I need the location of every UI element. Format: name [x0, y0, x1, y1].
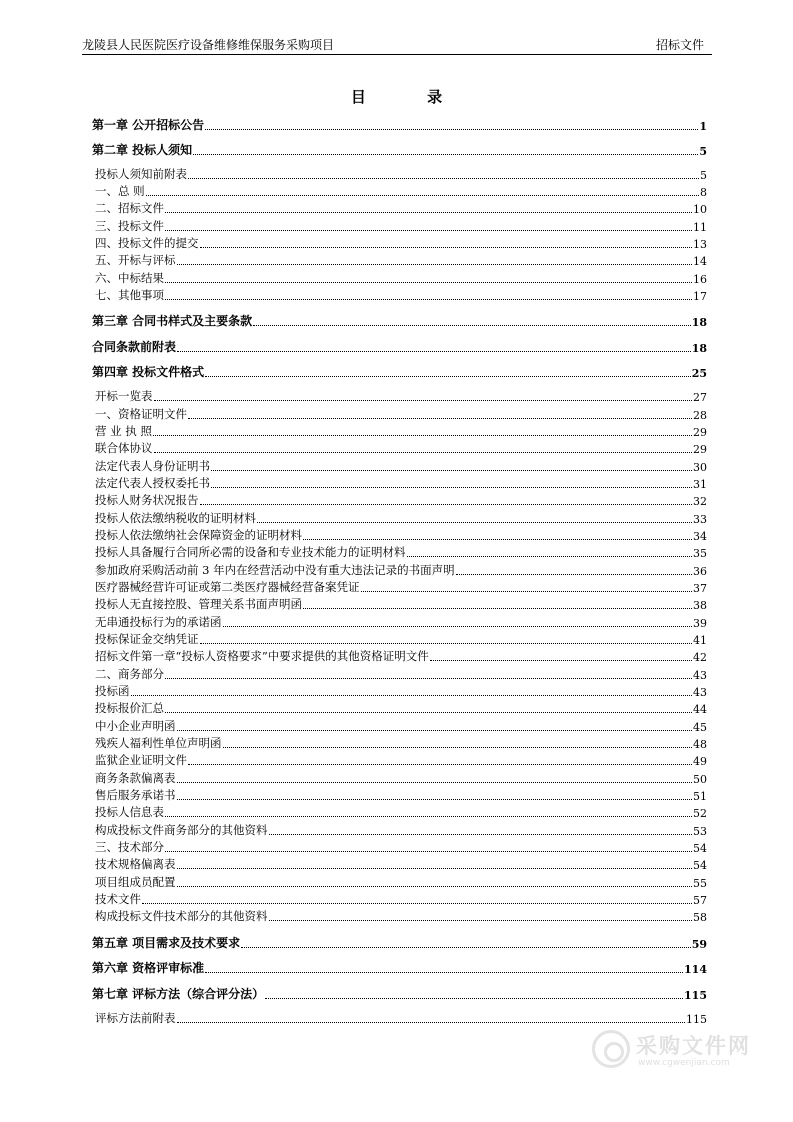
toc-entry-label: 无串通投标行为的承诺函	[95, 615, 222, 629]
toc-dot-leader	[223, 626, 693, 627]
toc-entry-label: 五、开标与评标	[95, 253, 176, 267]
toc-entry-page: 115	[686, 1013, 707, 1026]
toc-dot-leader	[165, 851, 692, 852]
toc-entry-page: 45	[693, 721, 707, 734]
toc-dot-leader	[269, 920, 693, 921]
toc-entry-page: 25	[691, 367, 707, 380]
toc-dot-leader	[211, 470, 692, 471]
toc-entry[interactable]	[95, 822, 707, 838]
toc-entry-label: 第五章 项目需求及技术要求	[92, 936, 241, 950]
toc-entry-page: 58	[693, 911, 707, 924]
toc-entry-page: 11	[693, 221, 707, 234]
toc-entry-page: 32	[693, 495, 707, 508]
toc-entry-label: 医疗器械经营许可证或第二类医疗器械经营备案凭证	[95, 580, 360, 594]
toc-entry-page: 28	[693, 409, 707, 422]
toc-dot-leader	[456, 574, 692, 575]
toc-dot-leader	[153, 435, 692, 436]
toc-entry[interactable]	[95, 252, 707, 268]
toc-entry-page: 48	[693, 738, 707, 751]
toc-entry-page: 115	[684, 989, 707, 1002]
toc-entry-label: 联合体协议	[95, 441, 153, 455]
toc-entry-page: 1	[699, 120, 707, 133]
toc-entry-page: 18	[691, 316, 707, 329]
toc-entry-label: 法定代表人授权委托书	[95, 476, 210, 490]
toc-entry-page: 30	[693, 461, 707, 474]
toc-entry-label: 中小企业声明函	[95, 719, 176, 733]
toc-dot-leader	[200, 247, 693, 248]
toc-entry[interactable]	[95, 908, 707, 924]
toc-entry-page: 10	[693, 203, 707, 216]
toc-dot-leader	[188, 418, 692, 419]
toc-entry[interactable]	[95, 735, 707, 751]
toc-dot-leader	[177, 886, 693, 887]
toc-dot-leader	[407, 556, 693, 557]
toc-entry[interactable]	[95, 804, 707, 820]
toc-entry[interactable]	[95, 752, 707, 768]
toc-entry-label: 六、中标结果	[95, 271, 164, 285]
toc-entry-label: 法定代表人身份证明书	[95, 459, 210, 473]
toc-entry-label: 七、其他事项	[95, 288, 164, 302]
toc-entry[interactable]	[95, 562, 707, 578]
toc-dot-leader	[241, 947, 691, 948]
header-project-name: 龙陵县人民医院医疗设备维修维保服务采购项目	[82, 38, 335, 52]
toc-entry-label: 一、资格证明文件	[95, 407, 187, 421]
toc-entry[interactable]	[95, 183, 707, 199]
toc-dot-leader	[177, 264, 693, 265]
toc-entry-page: 27	[693, 391, 707, 404]
toc-entry[interactable]	[95, 614, 707, 630]
toc-entry[interactable]	[95, 579, 707, 595]
toc-entry-page: 34	[693, 530, 707, 543]
toc-entry[interactable]	[95, 388, 707, 404]
toc-entry-page: 53	[693, 825, 707, 838]
toc-dot-leader	[205, 376, 691, 377]
toc-entry-page: 42	[693, 651, 707, 664]
toc-entry-page: 17	[693, 290, 707, 303]
toc-entry-page: 43	[693, 669, 707, 682]
toc-entry[interactable]	[95, 218, 707, 234]
toc-entry-label: 评标方法前附表	[95, 1011, 176, 1025]
toc-entry[interactable]	[95, 492, 707, 508]
toc-chapter-entry[interactable]	[92, 116, 707, 133]
toc-entry[interactable]	[95, 510, 707, 526]
toc-entry[interactable]	[95, 683, 707, 699]
toc-entry-label: 投标报价汇总	[95, 701, 164, 715]
toc-entry-page: 13	[693, 238, 707, 251]
toc-entry[interactable]	[95, 458, 707, 474]
toc-entry-label: 项目组成员配置	[95, 875, 176, 889]
toc-entry-label: 一、总 则	[95, 184, 145, 198]
toc-chapter-entry[interactable]	[92, 312, 707, 329]
toc-dot-leader	[303, 608, 692, 609]
toc-entry-page: 59	[691, 938, 707, 951]
toc-dot-leader	[177, 782, 693, 783]
toc-entry-page: 41	[693, 634, 707, 647]
toc-entry[interactable]	[95, 406, 707, 422]
toc-chapter-entry[interactable]	[92, 141, 707, 158]
toc-entry-label: 残疾人福利性单位声明函	[95, 736, 222, 750]
toc-dot-leader	[142, 903, 692, 904]
toc-entry[interactable]	[95, 700, 707, 716]
toc-entry-page: 31	[693, 478, 707, 491]
watermark-name: 采购文件网	[636, 1034, 751, 1058]
toc-dot-leader	[177, 868, 693, 869]
toc-dot-leader	[257, 522, 692, 523]
toc-dot-leader	[165, 212, 692, 213]
toc-entry[interactable]	[95, 544, 707, 560]
toc-entry-page: 52	[693, 807, 707, 820]
toc-entry[interactable]	[95, 287, 707, 303]
toc-entry-label: 合同条款前附表	[92, 340, 177, 354]
toc-entry-label: 投标人依法缴纳社会保障资金的证明材料	[95, 528, 302, 542]
toc-entry-label: 第七章 评标方法（综合评分法）	[92, 987, 265, 1001]
toc-entry-page: 39	[693, 617, 707, 630]
toc-dot-leader	[223, 747, 693, 748]
toc-dot-leader	[154, 400, 693, 401]
toc-entry-label: 投标人财务状况报告	[95, 493, 199, 507]
toc-entry-label: 投标人无直接控股、管理关系书面声明函	[95, 597, 302, 611]
toc-dot-leader	[154, 452, 693, 453]
toc-entry-page: 29	[693, 426, 707, 439]
toc-dot-leader	[177, 799, 693, 800]
toc-entry-label: 第一章 公开招标公告	[92, 118, 205, 132]
toc-entry-page: 49	[693, 755, 707, 768]
header-doc-type: 招标文件	[655, 38, 704, 52]
toc-entry-label: 招标文件第一章“投标人资格要求”中要求提供的其他资格证明文件	[95, 649, 429, 663]
toc-entry[interactable]	[95, 475, 707, 491]
toc-entry-label: 三、技术部分	[95, 840, 164, 854]
toc-entry-page: 44	[693, 703, 707, 716]
toc-entry[interactable]	[95, 874, 707, 890]
toc-entry-label: 开标一览表	[95, 389, 153, 403]
toc-entry-label: 第二章 投标人须知	[92, 143, 193, 157]
toc-entry[interactable]	[95, 200, 707, 216]
toc-entry-label: 投标人依法缴纳税收的证明材料	[95, 511, 256, 525]
toc-dot-leader	[165, 678, 692, 679]
toc-dot-leader	[200, 643, 693, 644]
toc-entry-page: 54	[693, 859, 707, 872]
toc-entry-page: 8	[700, 186, 707, 199]
toc-entry-label: 技术文件	[95, 892, 141, 906]
toc-entry-page: 35	[693, 547, 707, 560]
toc-dot-leader	[165, 816, 692, 817]
toc-chapter-entry[interactable]	[92, 338, 707, 355]
toc-entry-page: 55	[693, 877, 707, 890]
toc-entry-label: 商务条款偏离表	[95, 771, 176, 785]
toc-entry[interactable]	[95, 666, 707, 682]
toc-entry[interactable]	[95, 891, 707, 907]
toc-dot-leader	[165, 282, 692, 283]
toc-entry-label: 构成投标文件技术部分的其他资料	[95, 909, 268, 923]
toc-entry[interactable]	[95, 787, 707, 803]
toc-dot-leader	[253, 325, 691, 326]
toc-dot-leader	[211, 487, 692, 488]
toc-entry-label: 投标人具备履行合同所必需的设备和专业技术能力的证明材料	[95, 545, 406, 559]
toc-dot-leader	[165, 230, 692, 231]
toc-entry[interactable]	[95, 166, 707, 182]
toc-dot-leader	[188, 178, 699, 179]
cgwenjian-logo-icon	[592, 1030, 630, 1068]
toc-entry-page: 5	[699, 145, 707, 158]
toc-entry-page: 18	[691, 342, 707, 355]
toc-dot-leader	[146, 195, 699, 196]
toc-entry[interactable]	[95, 440, 707, 456]
toc-entry[interactable]	[95, 648, 707, 664]
toc-entry[interactable]	[95, 631, 707, 647]
toc-dot-leader	[165, 712, 692, 713]
toc-entry-label: 第三章 合同书样式及主要条款	[92, 314, 253, 328]
toc-entry-page: 16	[693, 273, 707, 286]
toc-entry[interactable]	[95, 596, 707, 612]
toc-chapter-entry[interactable]	[92, 363, 707, 380]
toc-entry[interactable]	[95, 235, 707, 251]
toc-entry-label: 构成投标文件商务部分的其他资料	[95, 823, 268, 837]
toc-entry-page: 29	[693, 443, 707, 456]
toc-entry-label: 监狱企业证明文件	[95, 753, 187, 767]
toc-entry-page: 114	[684, 963, 707, 976]
toc-entry[interactable]	[95, 1010, 707, 1026]
toc-entry-page: 50	[693, 773, 707, 786]
toc-entry-label: 技术规格偏离表	[95, 857, 176, 871]
toc-entry[interactable]	[95, 770, 707, 786]
toc-entry-label: 三、投标文件	[95, 219, 164, 233]
watermark	[592, 1028, 752, 1074]
toc-chapter-entry[interactable]	[92, 959, 707, 976]
toc-entry-label: 投标人信息表	[95, 805, 164, 819]
watermark-url: www.cgwenjian.com	[638, 1058, 730, 1068]
toc-dot-leader	[131, 695, 693, 696]
toc-dot-leader	[205, 129, 698, 130]
toc-entry[interactable]	[95, 839, 707, 855]
toc-dot-leader	[177, 351, 691, 352]
toc-entry[interactable]	[95, 423, 707, 439]
toc-entry-label: 四、投标文件的提交	[95, 236, 199, 250]
toc-entry-label: 参加政府采购活动前 3 年内在经营活动中没有重大违法记录的书面声明	[95, 563, 455, 577]
toc-entry-label: 投标保证金交纳凭证	[95, 632, 199, 646]
toc-dot-leader	[165, 299, 692, 300]
toc-dot-leader	[361, 591, 693, 592]
toc-entry-label: 第六章 资格评审标准	[92, 961, 205, 975]
toc-dot-leader	[177, 1022, 686, 1023]
toc-entry-page: 33	[693, 513, 707, 526]
toc-entry-label: 第四章 投标文件格式	[92, 365, 205, 379]
toc-entry[interactable]	[95, 527, 707, 543]
toc-entry-label: 二、商务部分	[95, 667, 164, 681]
toc-entry[interactable]	[95, 856, 707, 872]
toc-dot-leader	[205, 972, 683, 973]
toc-dot-leader	[269, 834, 693, 835]
toc-dot-leader	[430, 660, 692, 661]
toc-dot-leader	[200, 504, 693, 505]
toc-dot-leader	[188, 764, 692, 765]
toc-entry-label: 售后服务承诺书	[95, 788, 176, 802]
toc-entry-page: 36	[693, 565, 707, 578]
toc-chapter-entry[interactable]	[92, 985, 707, 1002]
toc-entry[interactable]	[95, 718, 707, 734]
toc-chapter-entry[interactable]	[92, 934, 707, 951]
toc-entry-label: 投标人须知前附表	[95, 167, 187, 181]
toc-entry-page: 38	[693, 599, 707, 612]
toc-entry-page: 43	[693, 686, 707, 699]
toc-dot-leader	[177, 730, 693, 731]
toc-entry-label: 营 业 执 照	[95, 424, 152, 438]
toc-entry-page: 5	[700, 169, 707, 182]
toc-dot-leader	[303, 539, 692, 540]
toc-entry-label: 二、招标文件	[95, 201, 164, 215]
toc-dot-leader	[265, 998, 683, 999]
toc-entry-page: 54	[693, 842, 707, 855]
toc-dot-leader	[193, 154, 698, 155]
toc-title: 目 录	[350, 88, 471, 106]
toc-entry-page: 57	[693, 894, 707, 907]
page-header	[82, 36, 712, 55]
toc-entry-page: 37	[693, 582, 707, 595]
toc-entry-page: 14	[693, 255, 707, 268]
toc-entry[interactable]	[95, 270, 707, 286]
toc-entry-label: 投标函	[95, 684, 130, 698]
toc-entry-page: 51	[693, 790, 707, 803]
